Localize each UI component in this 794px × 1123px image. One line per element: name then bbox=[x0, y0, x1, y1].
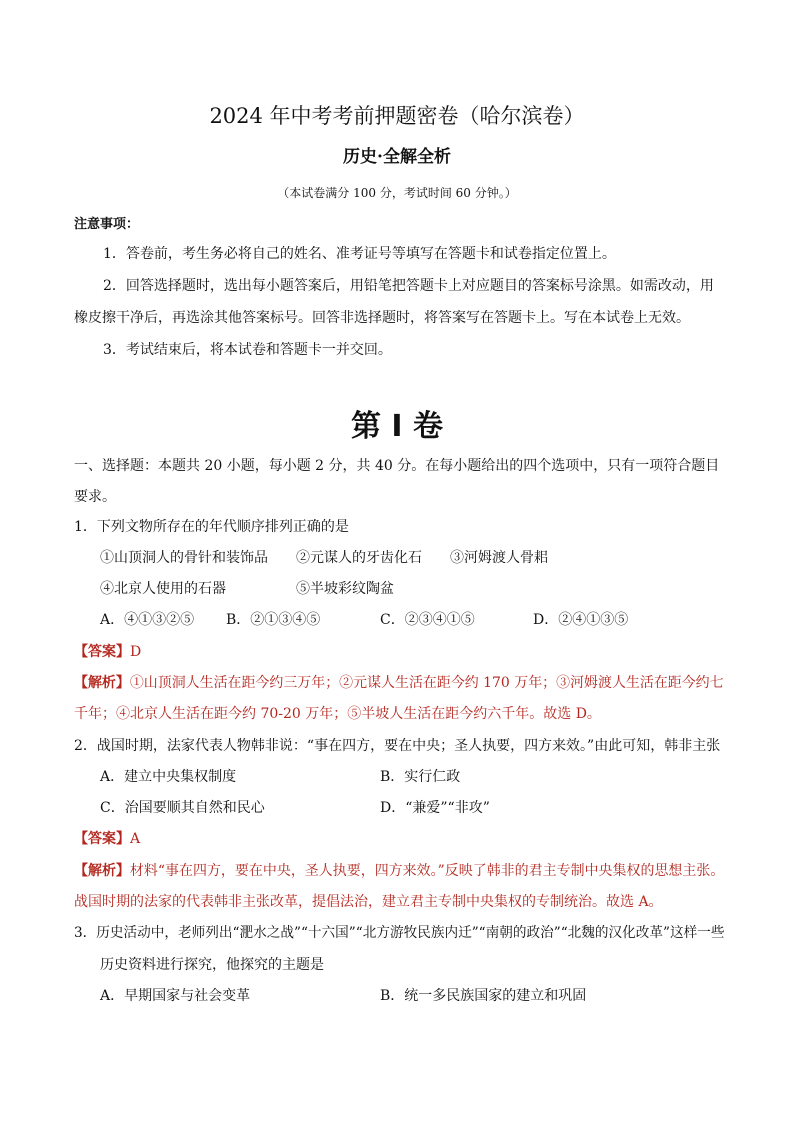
q2-analysis-label: 【解析】 bbox=[74, 863, 130, 879]
volume-title: 第 I 卷 bbox=[350, 409, 444, 444]
section-intro-line-1: 一、选择题：本题共 20 小题，每小题 2 分，共 40 分。在每小题给出的四个选项中，只有一项符合题目 bbox=[74, 458, 720, 474]
q2-answer-value: A bbox=[130, 831, 141, 847]
q1-items-line-2: ④北京人使用的石器 ⑤半坡彩纹陶盆 bbox=[100, 581, 394, 597]
q3-stem-line-2: 历史资料进行探究，他探究的主题是 bbox=[100, 957, 324, 973]
q1-option-c: C．②③④①⑤ bbox=[380, 612, 475, 628]
section-intro-line-2: 要求。 bbox=[74, 489, 116, 505]
q1-analysis-line-2: 千年；④北京人生活在距今约 70-20 万年；⑤半坡人生活在距今约六千年。故选 D。 bbox=[74, 706, 601, 722]
q3-option-a: A．早期国家与社会变革 bbox=[100, 988, 251, 1004]
exam-info: （本试卷满分 100 分，考试时间 60 分钟。） bbox=[277, 186, 517, 200]
q1-answer bbox=[74, 643, 141, 661]
q2-option-d: D．“兼爱”“非攻” bbox=[380, 800, 490, 816]
q2-answer bbox=[74, 830, 140, 848]
q1-analysis-label: 【解析】 bbox=[74, 675, 130, 691]
q2-option-b: B．实行仁政 bbox=[380, 769, 461, 785]
q2-option-c: C．治国要顺其自然和民心 bbox=[100, 800, 265, 816]
q2-answer-label: 【答案】 bbox=[74, 831, 130, 847]
q1-option-a: A．④①③②⑤ bbox=[100, 612, 195, 628]
q1-analysis-line-1 bbox=[74, 674, 724, 692]
q1-answer-label: 【答案】 bbox=[74, 644, 130, 660]
q1-answer-value: D bbox=[130, 644, 142, 660]
q2-option-a: A．建立中央集权制度 bbox=[100, 769, 237, 785]
q3-option-b: B．统一多民族国家的建立和巩固 bbox=[380, 988, 587, 1004]
notice-item-2-line-2: 橡皮擦干净后，再选涂其他答案标号。回答非选择题时，将答案写在答题卡上。写在本试卷上无效。 bbox=[74, 310, 690, 326]
q2-analysis-text-1: 材料“事在四方，要在中央，圣人执要，四方来效。”反映了韩非的君主专制中央集权的思想主张。 bbox=[129, 863, 725, 879]
q1-analysis-text-1: ①山顶洞人生活在距今约三万年；②元谋人生活在距今约 170 万年；③河姆渡人生活在距今约七 bbox=[129, 675, 724, 691]
notice-item-1: 1．答卷前，考生务必将自己的姓名、准考证号等填写在答题卡和试卷指定位置上。 bbox=[103, 246, 616, 262]
notice-item-2-line-1: 2．回答选择题时，选出每小题答案后，用铅笔把答题卡上对应题目的答案标号涂黑。如需改动，用 bbox=[103, 278, 714, 294]
exam-subtitle: 历史·全解全析 bbox=[343, 147, 451, 167]
notice-heading: 注意事项： bbox=[74, 217, 140, 232]
q3-stem-line-1: 3．历史活动中，老师列出“淝水之战”“十六国”“北方游牧民族内迁”“南朝的政治”“北魏的汉化改革”这样一些 bbox=[74, 925, 725, 941]
q2-analysis-line-2: 战国时期的法家的代表韩非主张改革，提倡法治，建立君主专制中央集权的专制统治。故选 A。 bbox=[74, 894, 663, 910]
q1-stem: 1．下列文物所存在的年代顺序排列正确的是 bbox=[74, 519, 349, 535]
q1-option-b: B．②①③④⑤ bbox=[226, 612, 321, 628]
q2-stem: 2．战国时期，法家代表人物韩非说：“事在四方，要在中央；圣人执要，四方来效。”由此可知，韩非主张 bbox=[74, 738, 721, 754]
q1-option-d: D．②④①③⑤ bbox=[533, 612, 629, 628]
notice-item-3: 3．考试结束后，将本试卷和答题卡一并交回。 bbox=[103, 342, 392, 358]
exam-title: 2024 年中考考前押题密卷（哈尔滨卷） bbox=[209, 104, 585, 128]
q1-items-line-1: ①山顶洞人的骨针和装饰品 ②元谋人的牙齿化石 ③河姆渡人骨耜 bbox=[100, 550, 548, 566]
q2-analysis-line-1 bbox=[74, 862, 724, 880]
